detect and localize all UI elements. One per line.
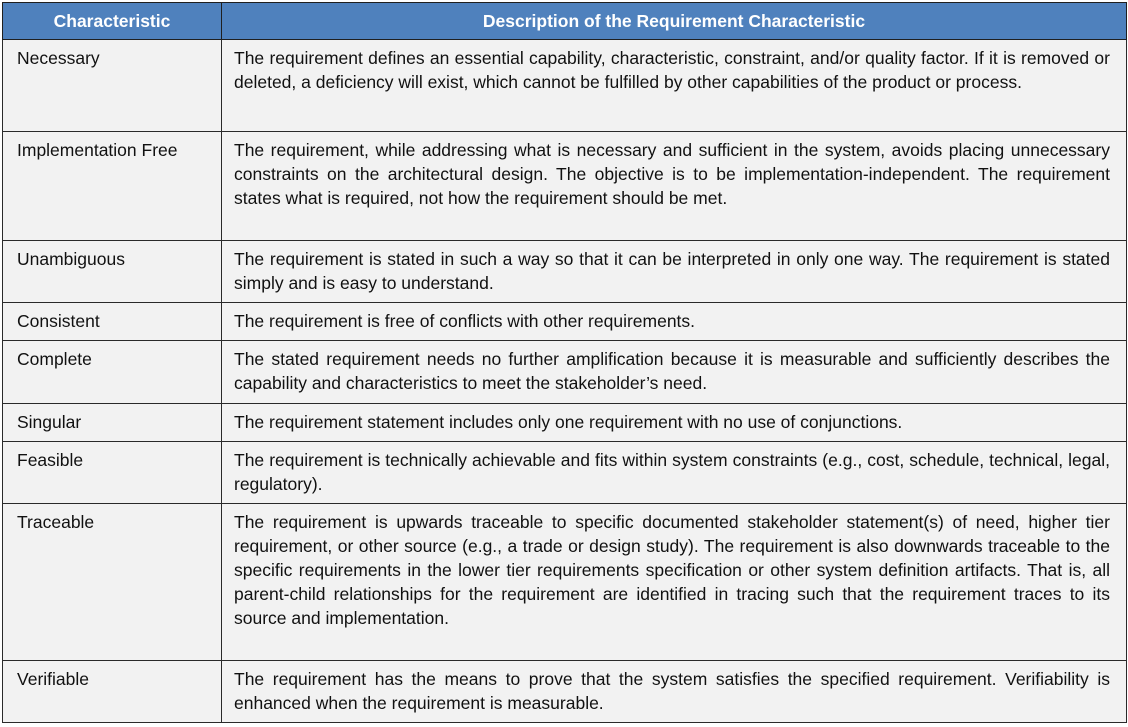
description-cell: The requirement has the means to prove that the system satisfies the specified requirement. Verifiability is enhanced when the requirement is measurable. [222, 660, 1127, 722]
table-row [3, 341, 1127, 403]
description-cell: The requirement, while addressing what is necessary and sufficient in the system, avoids placing unnecessary constraints on the architectural design. The objective is to be implementation-independent. The requirement states what is required, not how the requirement should be met. [222, 132, 1127, 240]
characteristic-cell: Complete [3, 341, 222, 403]
table-row [3, 240, 1127, 302]
description-cell: The requirement is upwards traceable to specific documented stakeholder statement(s) of need, higher tier requirement, or other source (e.g., a trade or design study). The requirement is also downwards traceable to the specific requirements in the lower tier requirements specification or other system definition artifacts. That is, all parent-child relationships for the requirement are identified in tracing such that the requirement traces to its source and implementation. [222, 503, 1127, 660]
header-description: Description of the Requirement Characteristic [222, 3, 1127, 40]
table-row [3, 303, 1127, 341]
characteristic-cell: Implementation Free [3, 132, 222, 240]
requirements-characteristics-table [2, 2, 1127, 723]
table-row [3, 660, 1127, 722]
table-row [3, 132, 1127, 240]
header-characteristic: Characteristic [3, 3, 222, 40]
characteristic-cell: Unambiguous [3, 240, 222, 302]
characteristic-cell: Feasible [3, 441, 222, 503]
table-row [3, 403, 1127, 441]
characteristic-cell: Necessary [3, 40, 222, 132]
characteristic-cell: Traceable [3, 503, 222, 660]
characteristic-cell: Consistent [3, 303, 222, 341]
characteristic-cell: Singular [3, 403, 222, 441]
table-row [3, 40, 1127, 132]
description-cell: The requirement is stated in such a way so that it can be interpreted in only one way. The requirement is stated simply and is easy to understand. [222, 240, 1127, 302]
table-row [3, 441, 1127, 503]
description-cell: The requirement is free of conflicts with other requirements. [222, 303, 1127, 341]
table-header-row [3, 3, 1127, 40]
description-cell: The requirement is technically achievable and fits within system constraints (e.g., cost, schedule, technical, legal, regulatory). [222, 441, 1127, 503]
description-cell: The stated requirement needs no further amplification because it is measurable and sufficiently describes the capability and characteristics to meet the stakeholder’s need. [222, 341, 1127, 403]
description-cell: The requirement statement includes only one requirement with no use of conjunctions. [222, 403, 1127, 441]
table-row [3, 503, 1127, 660]
characteristic-cell: Verifiable [3, 660, 222, 722]
description-cell: The requirement defines an essential capability, characteristic, constraint, and/or quality factor. If it is removed or deleted, a deficiency will exist, which cannot be fulfilled by other capabilities of the product or process. [222, 40, 1127, 132]
